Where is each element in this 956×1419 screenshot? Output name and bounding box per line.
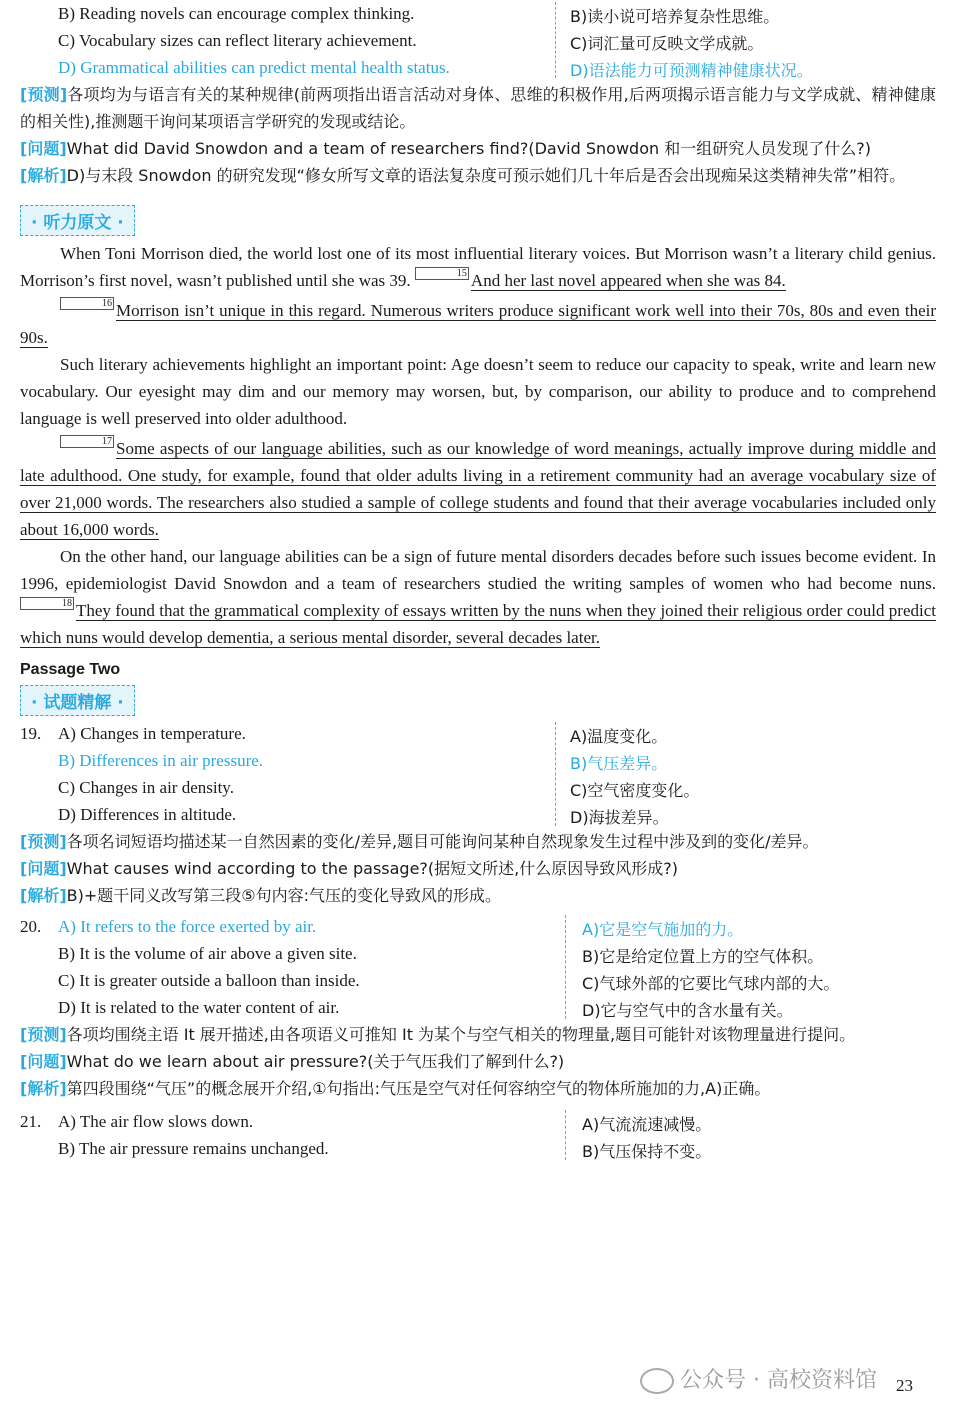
option-zh: D)它与空气中的含水量有关。 — [582, 1001, 793, 1020]
option-zh: C)词汇量可反映文学成就。 — [570, 34, 764, 53]
page-number: 23 — [896, 1376, 913, 1395]
option-en: C) It is greater outside a balloon than inside. — [58, 971, 360, 990]
option-zh: C)空气密度变化。 — [570, 781, 700, 800]
analysis-text: 第四段围绕“气压”的概念展开介绍,①句指出:气压是空气对任何容纳空气的物体所施加的力,A)正确。 — [66, 1079, 771, 1098]
prediction-tag: [预测] — [20, 832, 67, 851]
option-en: D) Differences in altitude. — [58, 805, 237, 824]
option-zh: B)它是给定位置上方的空气体积。 — [582, 947, 824, 966]
marker-18: 18 — [20, 597, 74, 610]
option-zh: A)温度变化。 — [570, 727, 668, 746]
underlined-text: They found that the grammatical complexity of essays written by the nuns when they joined their religious order could predict which nuns would develop dementia, a serious mental disorder, several decades later. — [20, 601, 936, 647]
question-19 — [20, 720, 936, 828]
question-tag: [问题] — [20, 139, 67, 158]
option-zh: A)气流流速减慢。 — [582, 1115, 712, 1134]
page — [20, 0, 936, 1162]
passage-title: Passage Two — [20, 661, 121, 678]
question-tag: [问题] — [20, 1052, 67, 1071]
option-zh: D)海拔差异。 — [570, 808, 669, 827]
underlined-text: Some aspects of our language abilities, such as our knowledge of word meanings, actually improve during middle and late adulthood. One study, for example, found that older adults living in a retirement community had an average vocabulary size of over 21,000 words. The researchers also studied a sample of college students and found that their average vocabularies included only about 16,000 words. — [20, 439, 936, 539]
underlined-text: Morrison isn’t unique in this regard. Numerous writers produce significant work well into their 70s, 80s and even their 90s. — [20, 301, 936, 347]
analysis-tag: [解析] — [20, 1079, 67, 1098]
question-note — [20, 135, 936, 162]
analysis-tag: [解析] — [20, 886, 67, 905]
option-zh: C)气球外部的它要比气球内部的大。 — [582, 974, 840, 993]
prediction-note — [20, 81, 936, 135]
analysis-text: B)+题干同义改写第三段⑤句内容:气压的变化导致风的形成。 — [66, 886, 502, 905]
option-en: A) It refers to the force exerted by air. — [58, 917, 317, 936]
transcript-paragraph — [20, 297, 936, 351]
option-en: D) It is related to the water content of air. — [58, 998, 340, 1017]
question-number: 21. — [20, 1112, 42, 1131]
prediction-tag: [预测] — [20, 85, 68, 104]
question-number: 19. — [20, 724, 42, 743]
question-text: What causes wind according to the passage?(据短文所述,什么原因导致风形成?) — [66, 859, 678, 878]
question-number: 20. — [20, 917, 42, 936]
option-zh: D)语法能力可预测精神健康状况。 — [570, 61, 813, 80]
underlined-text: And her last novel appeared when she was 84. — [470, 271, 786, 290]
question-note — [20, 1048, 936, 1075]
transcript-paragraph: Such literary achievements highlight an important point: Age doesn’t seem to reduce our capacity to speak, write and learn new vocabulary. Our eyesight may dim and our memory may worsen, but, by comparison, our ability to produce and to comprehend language is well preserved into older adulthood. — [20, 355, 936, 428]
option-zh: A)它是空气施加的力。 — [582, 920, 744, 939]
section-heading-questions: · 试题精解 · — [20, 685, 135, 716]
transcript-paragraph — [20, 435, 936, 543]
transcript-paragraph — [20, 240, 936, 294]
q18-options — [20, 0, 936, 81]
question-note — [20, 855, 936, 882]
option-en: C) Vocabulary sizes can reflect literary achievement. — [58, 31, 417, 50]
option-en: B) Reading novels can encourage complex thinking. — [58, 4, 415, 23]
analysis-note — [20, 162, 936, 189]
question-21 — [20, 1108, 936, 1162]
option-en: B) The air pressure remains unchanged. — [58, 1139, 329, 1158]
section-heading-transcript: · 听力原文 · — [20, 205, 135, 236]
option-row-answer — [20, 54, 936, 81]
analysis-note — [20, 882, 936, 909]
marker-16: 16 — [60, 297, 114, 310]
prediction-note — [20, 828, 936, 855]
option-row — [20, 0, 936, 27]
prediction-text: 各项均为与语言有关的某种规律(前两项指出语言活动对身体、思维的积极作用,后两项揭示语言能力与文学成就、精神健康的相关性),推测题干询问某项语言学研究的发现或结论。 — [20, 85, 936, 131]
option-en: A) Changes in temperature. — [58, 724, 246, 743]
option-en: A) The air flow slows down. — [58, 1112, 254, 1131]
watermark — [640, 1363, 877, 1394]
option-zh: B)气压保持不变。 — [582, 1142, 712, 1161]
option-en: B) It is the volume of air above a given site. — [58, 944, 357, 963]
option-en: D) Grammatical abilities can predict mental health status. — [58, 58, 450, 77]
prediction-tag: [预测] — [20, 1025, 67, 1044]
option-zh: B)气压差异。 — [570, 754, 668, 773]
marker-15: 15 — [415, 267, 469, 280]
question-20 — [20, 913, 936, 1021]
option-row — [20, 27, 936, 54]
analysis-tag: [解析] — [20, 166, 67, 185]
option-en: B) Differences in air pressure. — [58, 751, 264, 770]
transcript-text: When Toni Morrison died, the world lost one of its most influential literary voices. But Morrison wasn’t a literary child genius. Morrison’s first novel, wasn’t published until she was 39. — [20, 244, 936, 290]
wechat-icon — [640, 1368, 674, 1394]
option-zh: B)读小说可培养复杂性思维。 — [570, 7, 780, 26]
marker-17: 17 — [60, 435, 114, 448]
question-text: What do we learn about air pressure?(关于气压我们了解到什么?) — [66, 1052, 565, 1071]
question-text: What did David Snowdon and a team of researchers find?(David Snowdon 和一组研究人员发现了什么?) — [66, 139, 871, 158]
transcript-text: On the other hand, our language abilities can be a sign of future mental disorders decades before such issues become evident. In 1996, epidemiologist David Snowdon and a team of researchers studied the writing samples of women who had become nuns. — [20, 547, 936, 593]
option-en: C) Changes in air density. — [58, 778, 234, 797]
question-tag: [问题] — [20, 859, 67, 878]
watermark-text: 公众号 · 高校资料馆 — [680, 1368, 877, 1393]
analysis-text: D)与末段 Snowdon 的研究发现“修女所写文章的语法复杂度可预示她们几十年后是否会出现痴呆这类精神失常”相符。 — [66, 166, 906, 185]
prediction-text: 各项名词短语均描述某一自然因素的变化/差异,题目可能询问某种自然现象发生过程中涉及到的变化/差异。 — [66, 832, 819, 851]
prediction-text: 各项均围绕主语 It 展开描述,由各项语义可推知 It 为某个与空气相关的物理量,题目可能针对该物理量进行提问。 — [66, 1025, 856, 1044]
analysis-note — [20, 1075, 936, 1102]
prediction-note — [20, 1021, 936, 1048]
transcript-paragraph — [20, 543, 936, 651]
